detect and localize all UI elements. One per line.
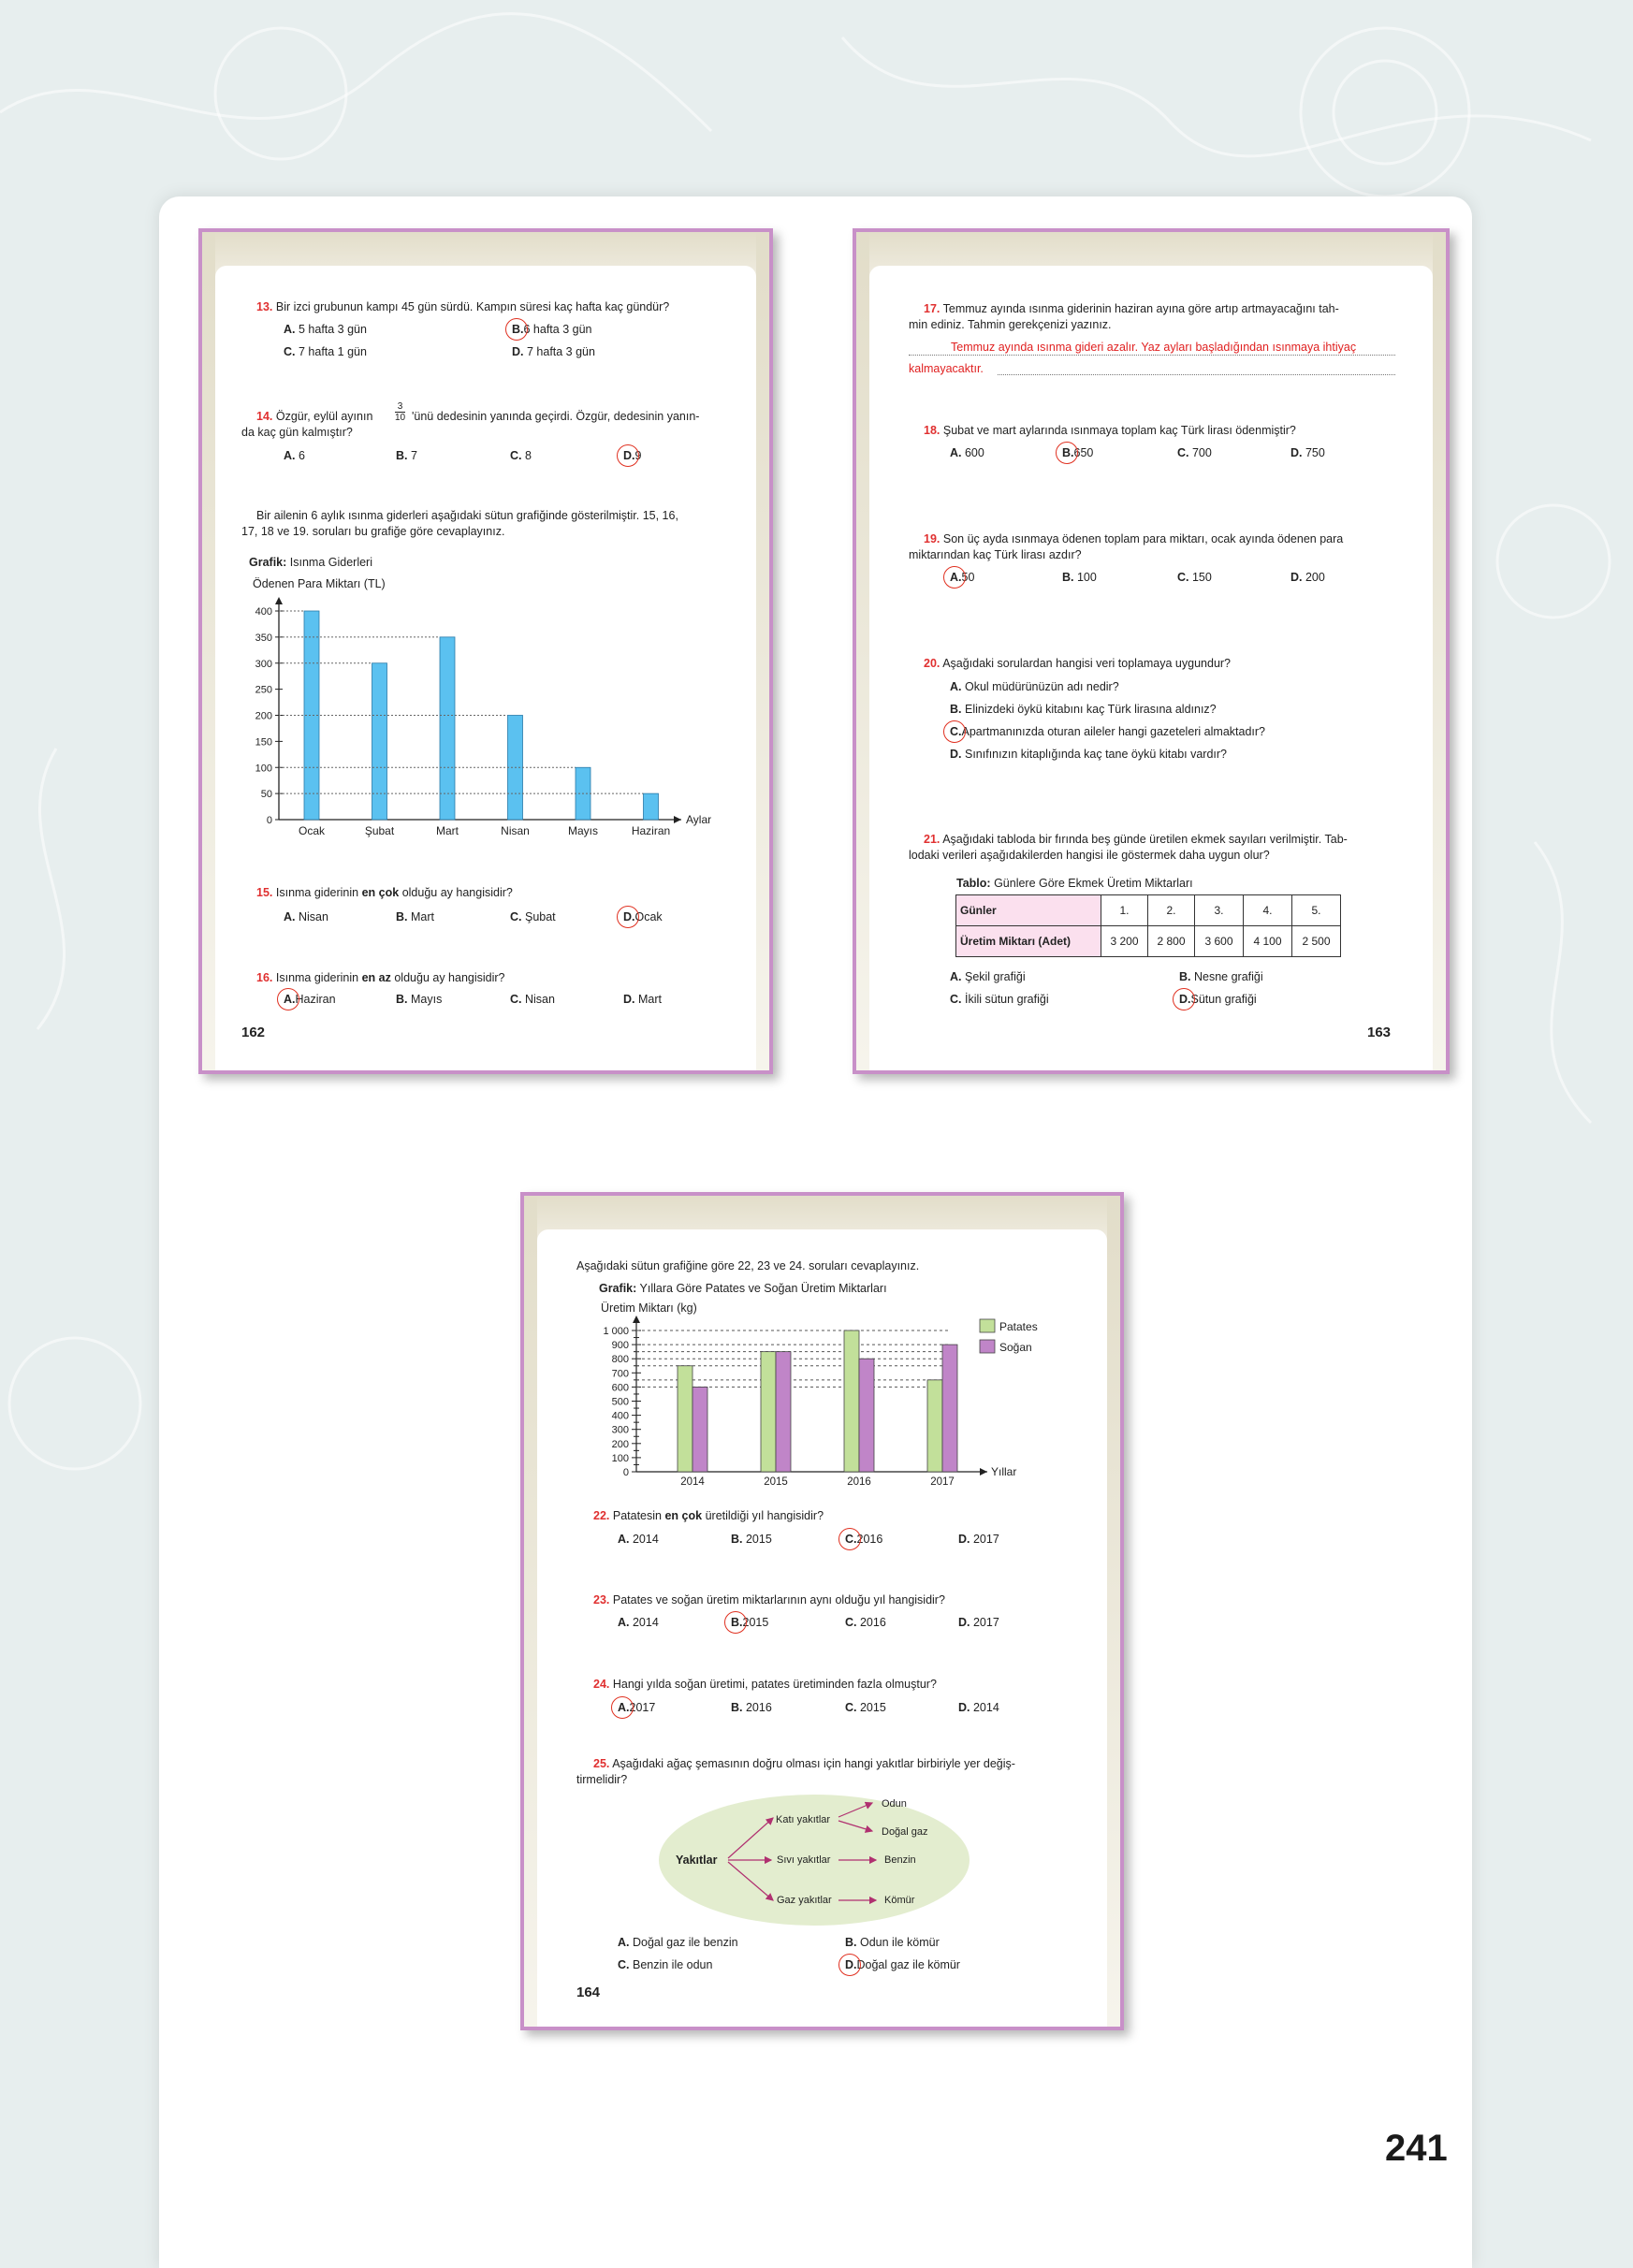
q23-option-b[interactable]: B.2015 — [731, 1616, 769, 1629]
question-20: 20. Aşağıdaki sorulardan hangisi veri toplamaya uygundur? — [924, 657, 1232, 670]
q20-option-a[interactable]: A. Okul müdürünüzün adı nedir? — [950, 680, 1119, 693]
q15-option-d[interactable]: D.Ocak — [623, 910, 663, 923]
q19-option-d[interactable]: D. 200 — [1290, 571, 1325, 584]
q13-option-d[interactable]: D. 7 hafta 3 gün — [512, 345, 595, 358]
q21-line2: lodaki verileri aşağıdakilerden hangisi ile göstermek daha uygun olur? — [909, 849, 1270, 862]
question-23: 23. Patates ve soğan üretim miktarlarının aynı olduğu yıl hangisidir? — [593, 1593, 945, 1606]
tree-root-yakitlar: Yakıtlar — [676, 1854, 718, 1867]
legend-swatch-Soğan — [980, 1340, 995, 1353]
heating-cost-bar-chart — [241, 567, 728, 848]
q15-option-b[interactable]: B. Mart — [396, 910, 434, 923]
q21-option-d[interactable]: D.Sütun grafiği — [1179, 993, 1257, 1006]
q23-option-a[interactable]: A. 2014 — [618, 1616, 659, 1629]
q20-option-d[interactable]: D. Sınıfınızın kitaplığında kaç tane öykü kitabı vardır? — [950, 748, 1228, 761]
table-row: Günler 1. 2. 3. 4. 5. — [956, 895, 1341, 926]
q18-option-c[interactable]: C. 700 — [1177, 446, 1212, 459]
q25-option-d[interactable]: D.Doğal gaz ile kömür — [845, 1958, 960, 1971]
q14-line2: da kaç gün kalmıştır? — [241, 426, 353, 439]
tree-node-gas: Gaz yakıtlar — [777, 1895, 832, 1906]
q19-option-a[interactable]: A.50 — [950, 571, 975, 584]
bar-Soğan-2017 — [942, 1345, 957, 1472]
x-tick-label: 2016 — [847, 1476, 871, 1488]
q17-answer-line1: Temmuz ayında ısınma gideri azalır. Yaz ayları başladığından ısınmaya ihtiyaç — [951, 341, 1357, 354]
y-tick-label: 1 000 — [603, 1326, 629, 1337]
q21-option-b[interactable]: B. Nesne grafiği — [1179, 970, 1263, 983]
y-tick-label: 900 — [611, 1340, 629, 1352]
q25-option-c[interactable]: C. Benzin ile odun — [618, 1958, 713, 1971]
q22-option-c[interactable]: C.2016 — [845, 1533, 883, 1546]
q20-option-c[interactable]: C.Apartmanınızda oturan aileler hangi gazeteleri almaktadır? — [950, 725, 1265, 738]
y-tick-label: 500 — [611, 1396, 629, 1408]
q16-option-d[interactable]: D. Mart — [623, 993, 662, 1006]
question-21: 21. Aşağıdaki tabloda bir fırında beş günde üretilen ekmek sayıları verilmiştir. Tab- — [924, 833, 1348, 846]
x-axis-label: Yıllar — [991, 1465, 1017, 1478]
answer-circle — [1173, 988, 1195, 1010]
legend-label: Patates — [999, 1320, 1038, 1333]
tree-leaf-wood: Odun — [882, 1798, 907, 1810]
q17-line2: min ediniz. Tahmin gerekçenizi yazınız. — [909, 318, 1112, 331]
question-18: 18. Şubat ve mart aylarında ısınmaya toplam kaç Türk lirası ödenmiştir? — [924, 424, 1296, 437]
q21-option-a[interactable]: A. Şekil grafiği — [950, 970, 1026, 983]
answer-circle — [1056, 442, 1078, 464]
q15-option-a[interactable]: A. Nisan — [284, 910, 328, 923]
tree-node-liquid: Sıvı yakıtlar — [777, 1854, 831, 1866]
q20-option-b[interactable]: B. Elinizdeki öykü kitabını kaç Türk lirasına aldınız? — [950, 703, 1217, 716]
answer-circle — [838, 1954, 861, 1976]
x-tick-label: 2017 — [930, 1476, 955, 1488]
question-19: 19. Son üç ayda ısınmaya ödenen toplam para miktarı, ocak ayında ödenen para — [924, 532, 1344, 545]
q15-option-c[interactable]: C. Şubat — [510, 910, 556, 923]
y-tick-label: 800 — [611, 1354, 629, 1366]
answer-circle — [617, 906, 639, 928]
x-tick-label: Nisan — [501, 824, 530, 837]
q19-option-c[interactable]: C. 150 — [1177, 571, 1212, 584]
x-tick-label: Şubat — [364, 824, 395, 837]
chart2-caption: Grafik: Yıllara Göre Patates ve Soğan Üretim Miktarları — [599, 1282, 887, 1295]
question-17: 17. Temmuz ayında ısınma giderinin haziran ayına göre artıp artmayacağını tah- — [924, 302, 1339, 315]
answer-circle — [943, 566, 966, 589]
bar-Patates-2017 — [927, 1380, 942, 1472]
question-25: 25. Aşağıdaki ağaç şemasının doğru olması için hangi yakıtlar birbiriyle yer değiş- — [593, 1757, 1015, 1770]
y-tick-label: 300 — [611, 1424, 629, 1436]
x-axis-arrow — [980, 1468, 987, 1476]
bar-Soğan-2015 — [776, 1352, 791, 1472]
tree-node-solid: Katı yakıtlar — [776, 1814, 831, 1825]
bread-production-table — [955, 894, 1341, 957]
y-tick-label: 0 — [266, 815, 272, 826]
y-tick-label: 400 — [255, 606, 272, 618]
page-number-163: 163 — [1367, 1025, 1392, 1040]
x-tick-label: Haziran — [631, 824, 671, 837]
table-row: Üretim Miktarı (Adet) 3 200 2 800 3 600 4 100 2 500 — [956, 926, 1341, 957]
y-tick-label: 200 — [255, 710, 272, 722]
q22-option-a[interactable]: A. 2014 — [618, 1533, 659, 1546]
bar-Haziran — [644, 793, 659, 820]
x-tick-label: Mayıs — [567, 824, 599, 837]
y-tick-label: 250 — [255, 684, 272, 696]
y-axis-arrow — [633, 1316, 640, 1323]
q13-option-b[interactable]: B.6 hafta 3 gün — [512, 323, 592, 336]
q14-text-cont: 'ünü dedesinin yanında geçirdi. Özgür, dedesinin yanın- — [412, 410, 700, 423]
bar-Mart — [440, 637, 455, 820]
q13-option-c[interactable]: C. 7 hafta 1 gün — [284, 345, 367, 358]
bar-Soğan-2014 — [693, 1387, 707, 1472]
question-13: 13. Bir izci grubunun kampı 45 gün sürdü. Kampın süresi kaç hafta kaç gündür? — [256, 300, 670, 313]
q14-option-a[interactable]: A. 6 — [284, 449, 305, 462]
page-number-162: 162 — [241, 1025, 266, 1040]
answer-circle — [505, 318, 528, 341]
question-24: 24. Hangi yılda soğan üretimi, patates üretiminden fazla olmuştur? — [593, 1678, 937, 1691]
bar-Patates-2016 — [844, 1330, 859, 1472]
legend-swatch-Patates — [980, 1319, 995, 1332]
q22-option-d[interactable]: D. 2017 — [958, 1533, 999, 1546]
question-14: 14. Özgür, eylül ayının — [256, 410, 373, 423]
y-tick-label: 0 — [622, 1467, 629, 1478]
q25-line2: tirmelidir? — [576, 1773, 628, 1786]
q24-option-b[interactable]: B. 2016 — [731, 1701, 772, 1714]
q16-option-a[interactable]: A.Haziran — [284, 993, 336, 1006]
q14-option-c[interactable]: C. 8 — [510, 449, 532, 462]
y-tick-label: 200 — [611, 1438, 629, 1450]
q18-option-a[interactable]: A. 600 — [950, 446, 984, 459]
q14-fraction: 3 10 — [395, 401, 406, 423]
q16-option-c[interactable]: C. Nisan — [510, 993, 555, 1006]
table-caption: Tablo: Günlere Göre Ekmek Üretim Miktarları — [956, 877, 1193, 890]
q21-option-c[interactable]: C. İkili sütun grafiği — [950, 993, 1049, 1006]
y-tick-label: 150 — [255, 736, 272, 749]
x-tick-label: Ocak — [298, 824, 326, 837]
y-tick-label: 600 — [611, 1382, 629, 1394]
x-tick-label: Mart — [436, 824, 459, 837]
question-15: 15. Isınma giderinin en çok olduğu ay hangisidir? — [256, 886, 513, 899]
y-axis-label: Üretim Miktarı (kg) — [601, 1301, 697, 1315]
tree-leaf-coal: Kömür — [884, 1895, 915, 1906]
chart-caption: Grafik: Isınma Giderleri — [249, 556, 373, 569]
legend-label: Soğan — [999, 1341, 1032, 1354]
y-tick-label: 100 — [611, 1452, 629, 1464]
q22-option-b[interactable]: B. 2015 — [731, 1533, 772, 1546]
y-tick-label: 350 — [255, 632, 272, 644]
y-tick-label: 100 — [255, 763, 272, 775]
potato-onion-bar-chart — [561, 1295, 1086, 1499]
q23-option-c[interactable]: C. 2016 — [845, 1616, 886, 1629]
answer-circle — [277, 988, 299, 1010]
y-axis-arrow — [275, 597, 283, 604]
tree-leaf-natural-gas: Doğal gaz — [882, 1826, 928, 1838]
x-tick-label: 2015 — [764, 1476, 788, 1488]
q16-option-b[interactable]: B. Mayıs — [396, 993, 443, 1006]
q25-option-a[interactable]: A. Doğal gaz ile benzin — [618, 1936, 738, 1949]
q18-option-b[interactable]: B.650 — [1062, 446, 1094, 459]
q19-line2: miktarından kaç Türk lirası azdır? — [909, 548, 1082, 561]
q25-option-b[interactable]: B. Odun ile kömür — [845, 1936, 940, 1949]
q24-option-c[interactable]: C. 2015 — [845, 1701, 886, 1714]
x-tick-label: 2014 — [680, 1476, 705, 1488]
answer-circle — [617, 444, 642, 467]
x-axis-arrow — [674, 816, 681, 823]
q24-option-d[interactable]: D. 2014 — [958, 1701, 999, 1714]
answer-circle — [724, 1611, 747, 1634]
bar-Patates-2014 — [678, 1366, 693, 1472]
bar-Şubat — [372, 663, 387, 820]
y-tick-label: 50 — [260, 789, 272, 801]
chart-intro-2: 17, 18 ve 19. soruları bu grafiğe göre cevaplayınız. — [241, 525, 505, 538]
bar-Soğan-2016 — [859, 1359, 874, 1472]
page-number: 241 — [1385, 2128, 1448, 2169]
y-tick-label: 700 — [611, 1368, 629, 1380]
y-axis-label: Ödenen Para Miktarı (TL) — [253, 577, 386, 590]
chart-intro: Bir ailenin 6 aylık ısınma giderleri aşağıdaki sütun grafiğinde gösterilmiştir. 15, 16, — [256, 509, 678, 522]
q19-option-b[interactable]: B. 100 — [1062, 571, 1097, 584]
chart2-intro: Aşağıdaki sütun grafiğine göre 22, 23 ve 24. soruları cevaplayınız. — [576, 1259, 920, 1272]
answer-circle — [838, 1528, 861, 1550]
q23-option-d[interactable]: D. 2017 — [958, 1616, 999, 1629]
q14-option-b[interactable]: B. 7 — [396, 449, 417, 462]
q14-option-d[interactable]: D.9 — [623, 449, 642, 462]
question-22: 22. Patatesin en çok üretildiği yıl hangisidir? — [593, 1509, 824, 1522]
page-number-164: 164 — [576, 1985, 601, 2000]
y-tick-label: 300 — [255, 658, 272, 670]
q24-option-a[interactable]: A.2017 — [618, 1701, 656, 1714]
question-16: 16. Isınma giderinin en az olduğu ay hangisidir? — [256, 971, 505, 984]
y-tick-label: 400 — [611, 1410, 629, 1422]
bar-Patates-2015 — [761, 1352, 776, 1472]
answer-circle — [943, 720, 966, 743]
x-axis-label: Aylar — [686, 813, 712, 826]
q17-answer-line2: kalmayacaktır. — [909, 362, 984, 375]
answer-circle — [611, 1696, 634, 1719]
tree-leaf-gasoline: Benzin — [884, 1854, 916, 1866]
q13-option-a[interactable]: A. 5 hafta 3 gün — [284, 323, 367, 336]
q18-option-d[interactable]: D. 750 — [1290, 446, 1325, 459]
